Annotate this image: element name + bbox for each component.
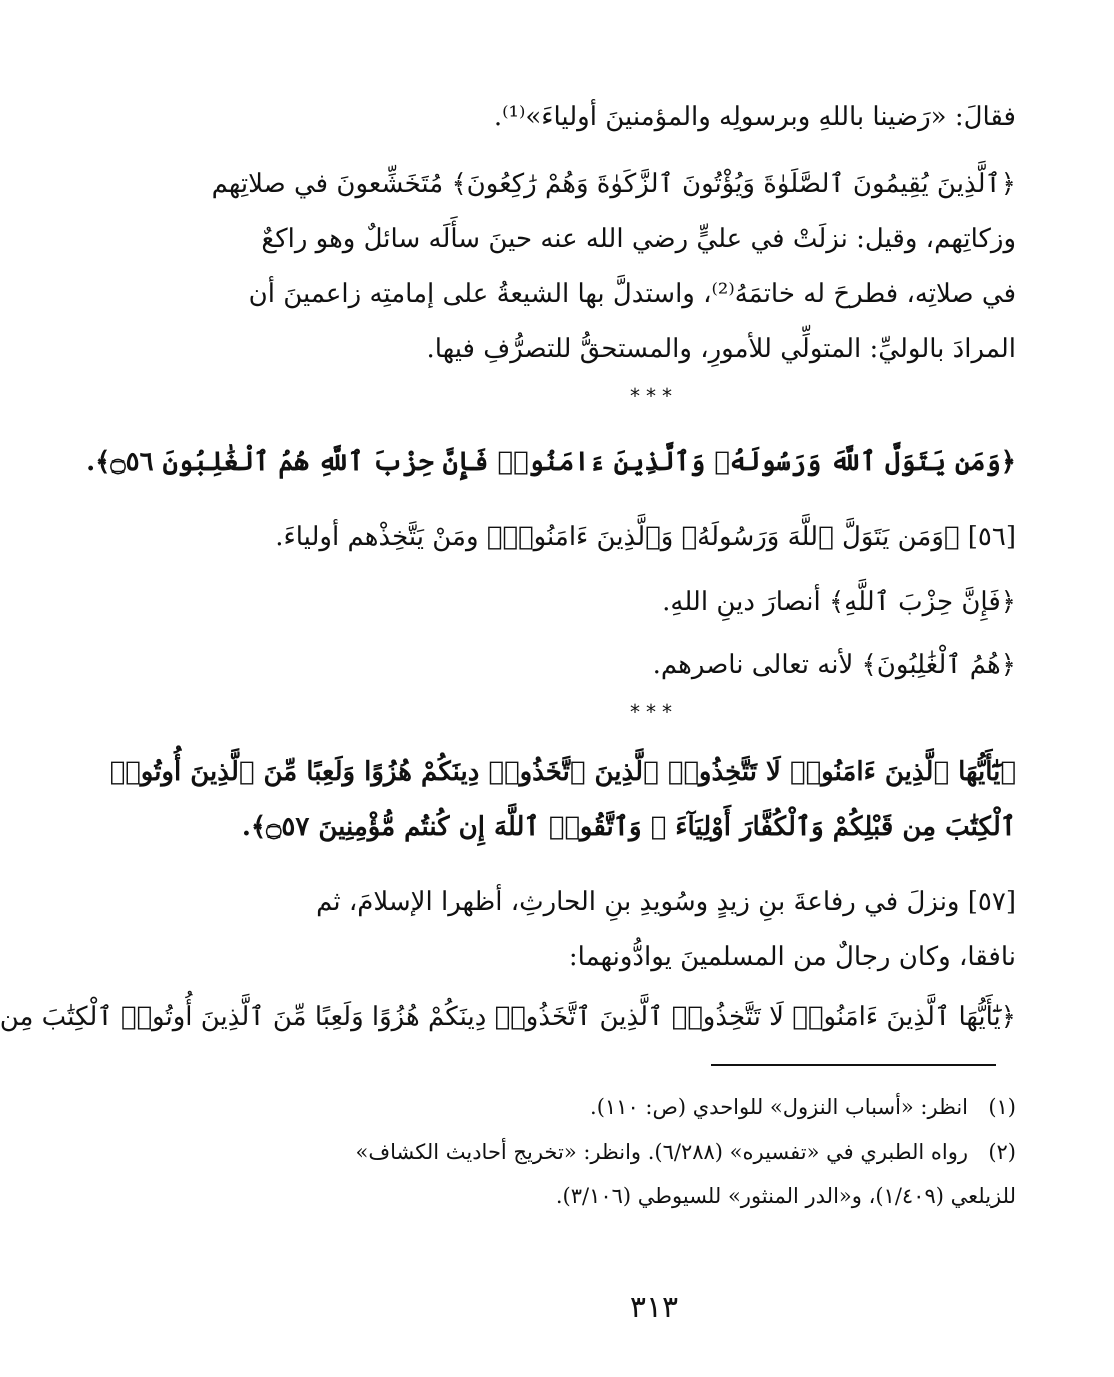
page-number: ٣١٣ bbox=[629, 1290, 679, 1325]
text-line: ﴿يَٰٓأَيُّهَا ٱلَّذِينَ ءَامَنُوا۟ لَا تَتَّخِذُوا۟ ٱلَّذِينَ ٱتَّخَذُوا۟ دِينَكُمْ هُزُوًا وَلَعِبًا مِّنَ ٱلَّذِينَ أُوتُوا۟ ٱلْكِتَٰبَ مِن bbox=[0, 1002, 1016, 1032]
text-line: نافقا، وكان رجالٌ من المسلمينَ يوادُّونهما: bbox=[568, 942, 1016, 972]
paragraph-hizb-allah bbox=[276, 575, 1016, 630]
quran-verse-57 bbox=[109, 745, 1016, 855]
footnote-2 bbox=[276, 1130, 1016, 1218]
paragraph-verse-55-commentary bbox=[211, 157, 1016, 377]
paragraph-ghalibun bbox=[276, 638, 1016, 693]
text-line: ﴿فَإِنَّ حِزْبَ ٱللَّهِ﴾ أنصارَ دينِ اللهِ. bbox=[662, 587, 1016, 617]
text-line: [٥٦] ﴿وَمَن يَتَوَلَّ ٱللَّهَ وَرَسُولَهُۥ وَٱلَّذِينَ ءَامَنُوا۟﴾ ومَنْ يَتَّخِذْهم أولياءَ. bbox=[275, 522, 1016, 552]
footnote-separator bbox=[711, 1064, 996, 1066]
text-line: ﴿يَٰٓأَيُّهَا ٱلَّذِينَ ءَامَنُوا۟ لَا تَتَّخِذُوا۟ ٱلَّذِينَ ٱتَّخَذُوا۟ دِينَكُمْ هُزُوًا وَلَعِبًا مِّنَ ٱلَّذِينَ أُوتُوا۟ bbox=[109, 757, 1016, 787]
footnote-text-continued: للزيلعي (١/٤٠٩)، و«الدر المنثور» للسيوطي (٣/١٠٦). bbox=[555, 1184, 1016, 1208]
paragraph-verse-56-commentary bbox=[276, 510, 1016, 565]
paragraph-intro bbox=[276, 90, 1016, 145]
footnote-text: انظر: «أسباب النزول» للواحدي (ص: ١١٠). bbox=[590, 1095, 968, 1119]
text-line: في صلاتِه، فطرحَ له خاتمَهُ⁽²⁾، واستدلَّ بها الشيعةُ على إمامتِه زاعمينَ أن bbox=[248, 279, 1016, 309]
footnote-number: (٢) bbox=[988, 1140, 1016, 1164]
text-line: ﴿وَمَن يَتَوَلَّ ٱللَّهَ وَرَسُولَهُۥ وَٱلَّذِينَ ءَامَنُوا۟ فَإِنَّ حِزْبَ ٱللَّهِ هُمُ ٱلْغَٰلِبُونَ ۝٥٦﴾. bbox=[86, 447, 1016, 477]
footnote-text: رواه الطبري في «تفسيره» (٦/٢٨٨). وانظر: «تخريج أحاديث الكشاف» bbox=[355, 1140, 968, 1164]
text-line: المرادَ بالوليِّ: المتولِّي للأمورِ، والمستحقُّ للتصرُّفِ فيها. bbox=[426, 334, 1016, 364]
section-separator: *** bbox=[630, 700, 678, 724]
quran-verse-56 bbox=[86, 435, 1016, 490]
text-line: وزكاتِهم، وقيل: نزلَتْ في عليٍّ رضي الله عنه حينَ سأَلَه سائلٌ وهو راكعٌ bbox=[261, 224, 1016, 254]
footnote-1 bbox=[276, 1085, 1016, 1129]
paragraph-verse-57-quote bbox=[0, 990, 1016, 1045]
text-line: ﴿ٱلَّذِينَ يُقِيمُونَ ٱلصَّلَوٰةَ وَيُؤْتُونَ ٱلزَّكَوٰةَ وَهُمْ رَٰكِعُونَ﴾ مُتَخَشِّعونَ في صلاتِهم bbox=[211, 169, 1016, 199]
footnote-number: (١) bbox=[988, 1095, 1016, 1119]
section-separator: *** bbox=[630, 384, 678, 408]
text-line: ٱلْكِتَٰبَ مِن قَبْلِكُمْ وَٱلْكُفَّارَ أَوْلِيَآءَ ۚ وَٱتَّقُوا۟ ٱللَّهَ إِن كُنتُم مُّؤْمِنِينَ ۝٥٧﴾. bbox=[241, 812, 1016, 842]
text-line: ﴿هُمُ ٱلْغَٰلِبُونَ﴾ لأنه تعالى ناصرهم. bbox=[652, 650, 1016, 680]
paragraph-verse-57-commentary bbox=[276, 875, 1016, 985]
text-line: [٥٧] ونزلَ في رفاعةَ بنِ زيدٍ وسُويدِ بنِ الحارثِ، أظهرا الإسلامَ، ثم bbox=[316, 887, 1016, 917]
text-line: فقالَ: «رَضينا باللهِ وبرسولِه والمؤمنينَ أولياءَ»⁽¹⁾. bbox=[493, 102, 1016, 132]
